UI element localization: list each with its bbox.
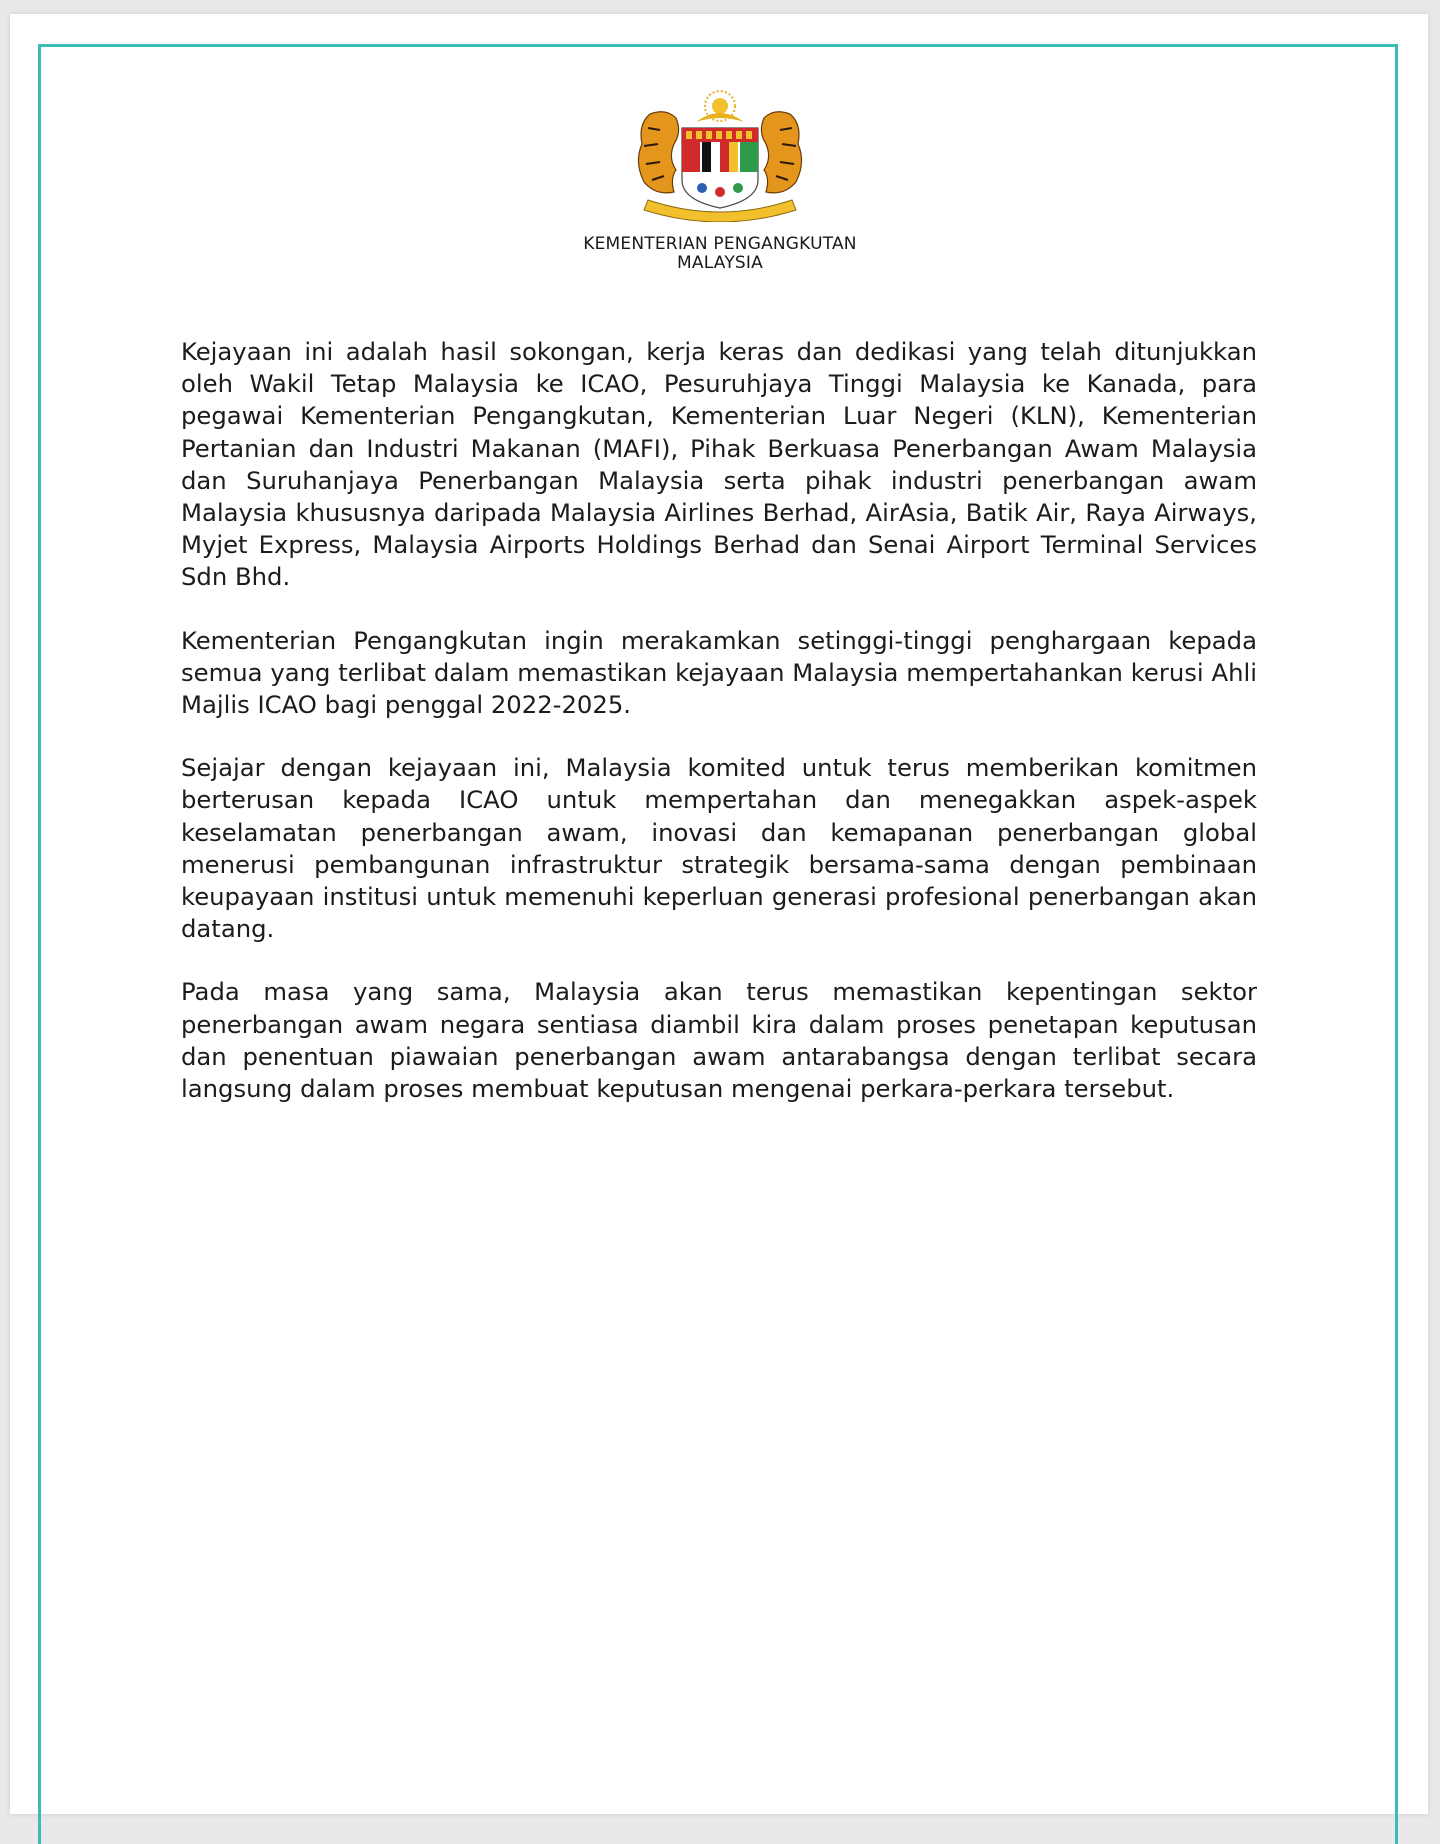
paragraph-2: Kementerian Pengangkutan ingin merakamkan setinggi-tinggi penghargaan kepada semua yang terlibat dalam memastikan kejayaan Malaysia mempertahankan kerusi Ahli Majlis ICAO bagi penggal 2022-2025. [181,625,1257,720]
ministry-name-line2: MALAYSIA [677,253,763,273]
paragraph-4: Pada masa yang sama, Malaysia akan terus memastikan kepentingan sektor penerbangan awam negara sentiasa diambil kira dalam proses penetapan keputusan dan penentuan piawaian penerbangan awam antarabangsa dengan terlibat secara langsung dalam proses membuat keputusan mengenai perkara-perkara tersebut. [181,977,1257,1104]
malaysia-coat-of-arms-icon [630,84,810,222]
ministry-name [470,235,970,273]
ministry-name-line1: KEMENTERIAN PENGANGKUTAN [583,234,857,254]
paragraph-3: Sejajar dengan kejayaan ini, Malaysia komited untuk terus memberikan komitmen berterusan kepada ICAO untuk mempertahan dan menegakkan aspek-aspek keselamatan penerbangan awam, inovasi dan kemapanan penerbangan global menerusi pembangunan infrastruktur strategik bersama-sama dengan pembinaan keupayaan institusi untuk memenuhi keperluan generasi profesional penerbangan akan datang. [181,753,1257,944]
document-body [181,336,1257,1136]
paragraph-1: Kejayaan ini adalah hasil sokongan, kerja keras dan dedikasi yang telah ditunjukkan oleh Wakil Tetap Malaysia ke ICAO, Pesuruhjaya Tinggi Malaysia ke Kanada, para pegawai Kementerian Pengangkutan, Kementerian Luar Negeri (KLN), Kementerian Pertanian dan Industri Makanan (MAFI), Pihak Berkuasa Penerbangan Awam Malaysia dan Suruhanjaya Penerbangan Malaysia serta pihak industri penerbangan awam Malaysia khususnya daripada Malaysia Airlines Berhad, AirAsia, Batik Air, Raya Airways, Myjet Express, Malaysia Airports Holdings Berhad dan Senai Airport Terminal Services Sdn Bhd. [181,337,1257,592]
